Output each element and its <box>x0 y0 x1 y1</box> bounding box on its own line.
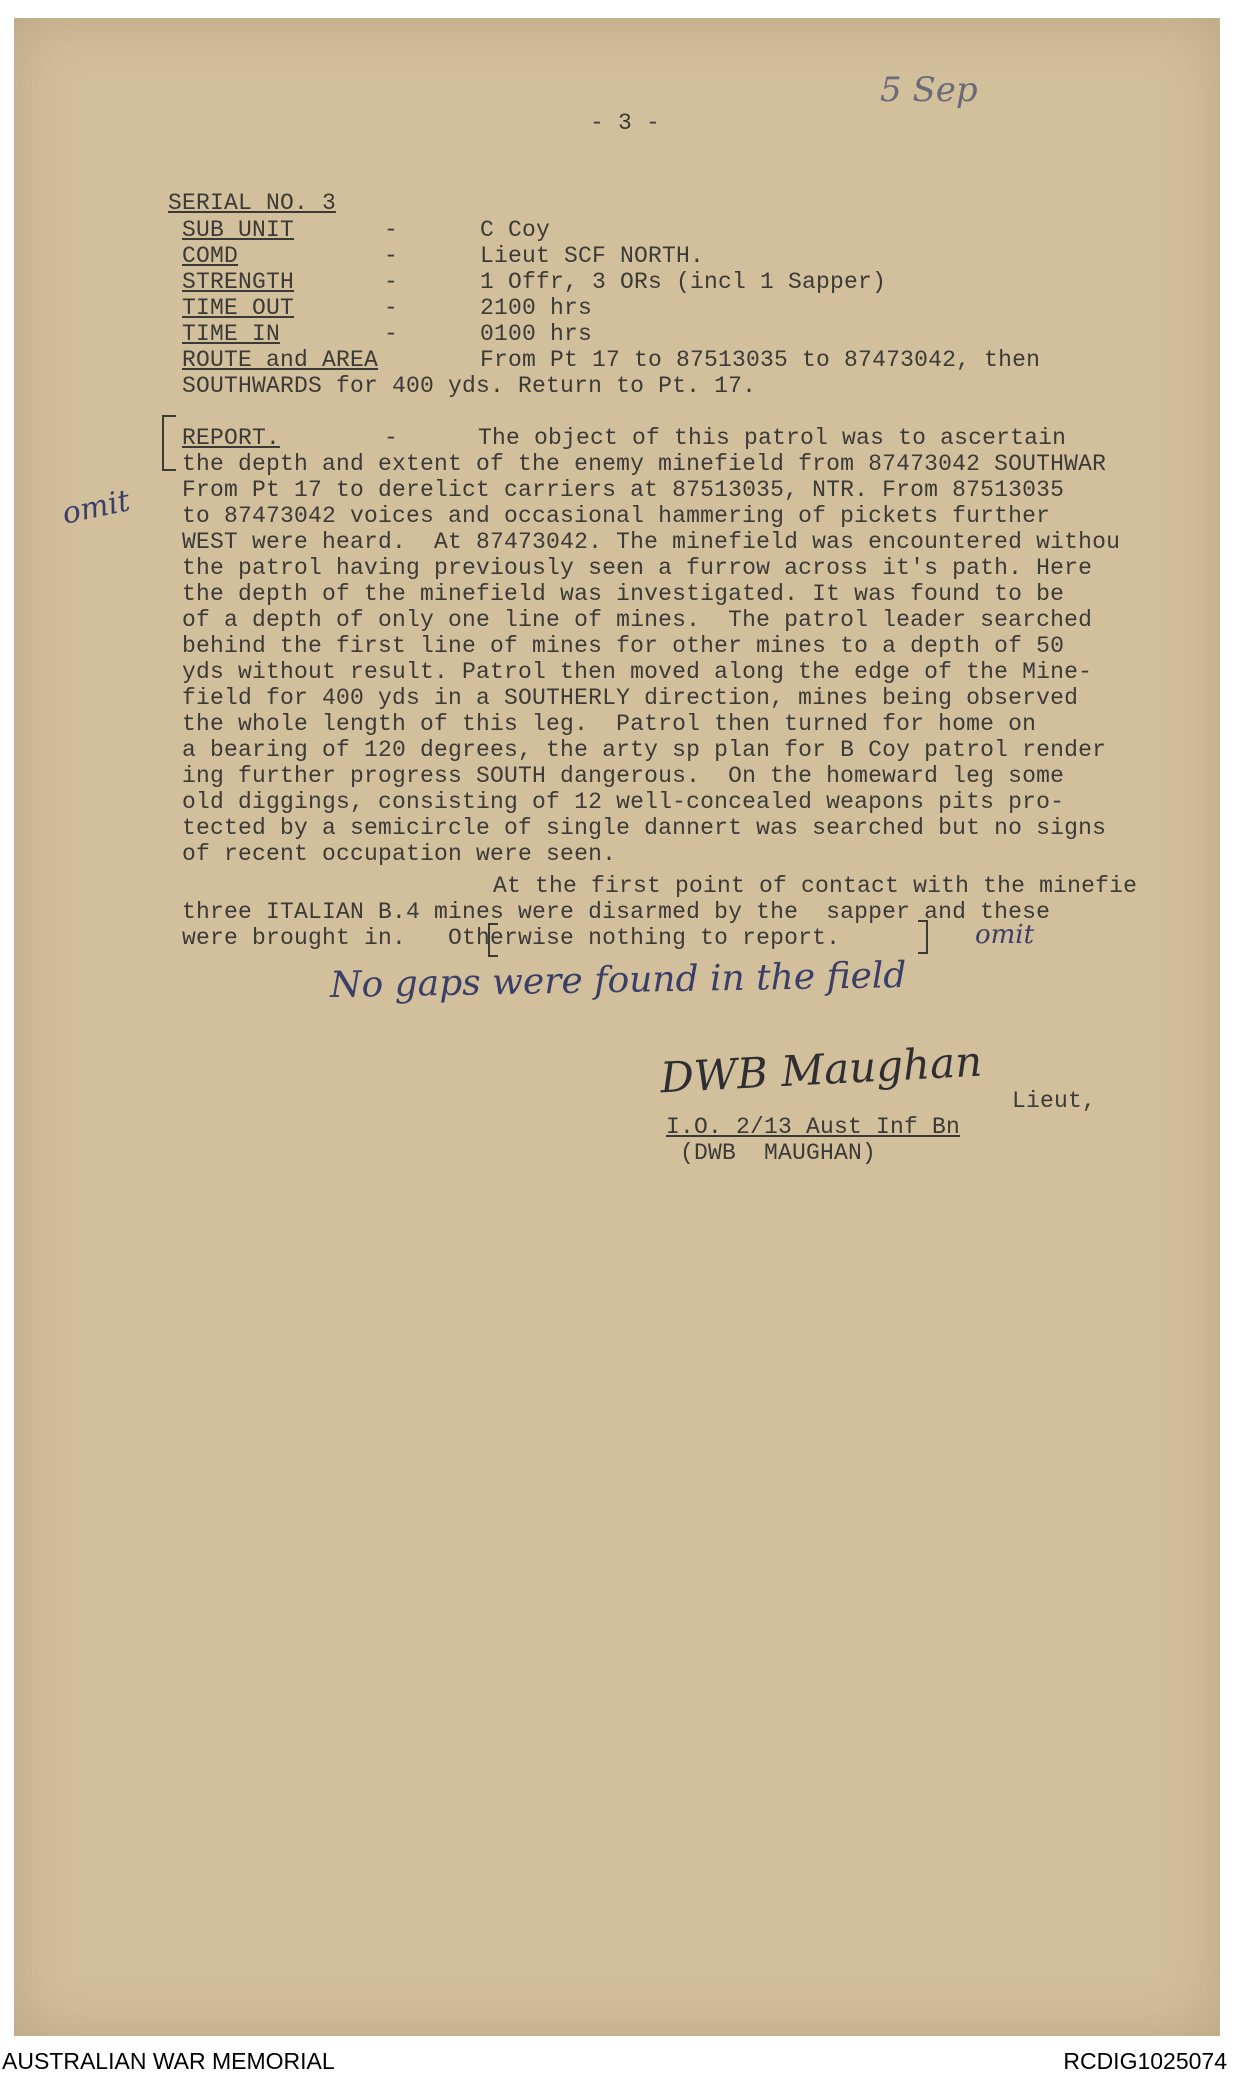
field-label-comd: COMD <box>182 243 239 269</box>
signature-appointment: I.O. 2/13 Aust Inf Bn <box>666 1114 961 1140</box>
field-value-route: From Pt 17 to 87513035 to 87473042, then <box>480 347 1041 373</box>
report-line: the depth and extent of the enemy minefield from 87473042 SOUTHWAR <box>182 451 1107 477</box>
report-line: a bearing of 120 degrees, the arty sp plan for B Coy patrol render <box>182 737 1107 763</box>
field-label-strength: STRENGTH <box>182 269 295 295</box>
signature-scrawl: DWB Maughan <box>658 1036 984 1103</box>
report-line: WEST were heard. At 87473042. The minefield was encountered withou <box>182 529 1121 555</box>
handwritten-omit-right: omit <box>975 920 1035 950</box>
report-line: of recent occupation were seen. <box>182 841 617 867</box>
field-value-time-out: 2100 hrs <box>480 295 593 321</box>
footer-document-id: RCDIG1025074 <box>1063 2048 1227 2074</box>
report-sep: - <box>384 425 399 451</box>
field-sep: - <box>384 217 399 243</box>
field-sep: - <box>384 269 399 295</box>
field-label-sub-unit: SUB UNIT <box>182 217 295 243</box>
report-line: old diggings, consisting of 12 well-concealed weapons pits pro- <box>182 789 1065 815</box>
omit-bracket-left <box>488 923 498 957</box>
report-line: the depth of the minefield was investigated. It was found to be <box>182 581 1065 607</box>
report-label: REPORT. <box>182 425 281 451</box>
report-line: tected by a semicircle of single dannert was searched but no signs <box>182 815 1107 841</box>
omit-bracket-right <box>918 920 928 954</box>
handwritten-omit-left: omit <box>59 483 134 532</box>
field-value-comd: Lieut SCF NORTH. <box>480 243 705 269</box>
page-number: - 3 - <box>590 110 661 136</box>
report-line: were brought in. Otherwise nothing to report. <box>182 925 841 951</box>
report-line: The object of this patrol was to ascertain <box>478 425 1067 451</box>
report-line: At the first point of contact with the minefie <box>493 873 1138 899</box>
margin-bracket <box>162 415 176 471</box>
handwritten-date: 5 Sep <box>880 70 978 110</box>
field-value-sub-unit: C Coy <box>480 217 551 243</box>
handwritten-insertion: No gaps were found in the field <box>329 954 907 1007</box>
report-line: yds without result. Patrol then moved along the edge of the Mine- <box>182 659 1093 685</box>
report-line: ing further progress SOUTH dangerous. On the homeward leg some <box>182 763 1065 789</box>
footer-archive-name: AUSTRALIAN WAR MEMORIAL <box>2 2048 335 2074</box>
field-value-strength: 1 Offr, 3 ORs (incl 1 Sapper) <box>480 269 887 295</box>
report-line: field for 400 yds in a SOUTHERLY direction, mines being observed <box>182 685 1079 711</box>
report-line: of a depth of only one line of mines. The patrol leader searched <box>182 607 1093 633</box>
field-value-route-continued: SOUTHWARDS for 400 yds. Return to Pt. 17. <box>182 373 757 399</box>
signature-rank: Lieut, <box>1012 1088 1097 1114</box>
field-sep: - <box>384 321 399 347</box>
serial-number: SERIAL NO. 3 <box>168 190 337 216</box>
field-sep: - <box>384 295 399 321</box>
report-line: From Pt 17 to derelict carriers at 87513035, NTR. From 87513035 <box>182 477 1065 503</box>
report-line: to 87473042 voices and occasional hammering of pickets further <box>182 503 1051 529</box>
report-line: three ITALIAN B.4 mines were disarmed by the sapper and these <box>182 899 1051 925</box>
report-line: behind the first line of mines for other mines to a depth of 50 <box>182 633 1065 659</box>
field-label-time-in: TIME IN <box>182 321 281 347</box>
field-value-time-in: 0100 hrs <box>480 321 593 347</box>
signature-name: (DWB MAUGHAN) <box>680 1140 877 1166</box>
field-label-time-out: TIME OUT <box>182 295 295 321</box>
report-line: the whole length of this leg. Patrol then turned for home on <box>182 711 1037 737</box>
report-line: the patrol having previously seen a furrow across it's path. Here <box>182 555 1093 581</box>
field-label-route: ROUTE and AREA <box>182 347 379 373</box>
field-sep: - <box>384 243 399 269</box>
